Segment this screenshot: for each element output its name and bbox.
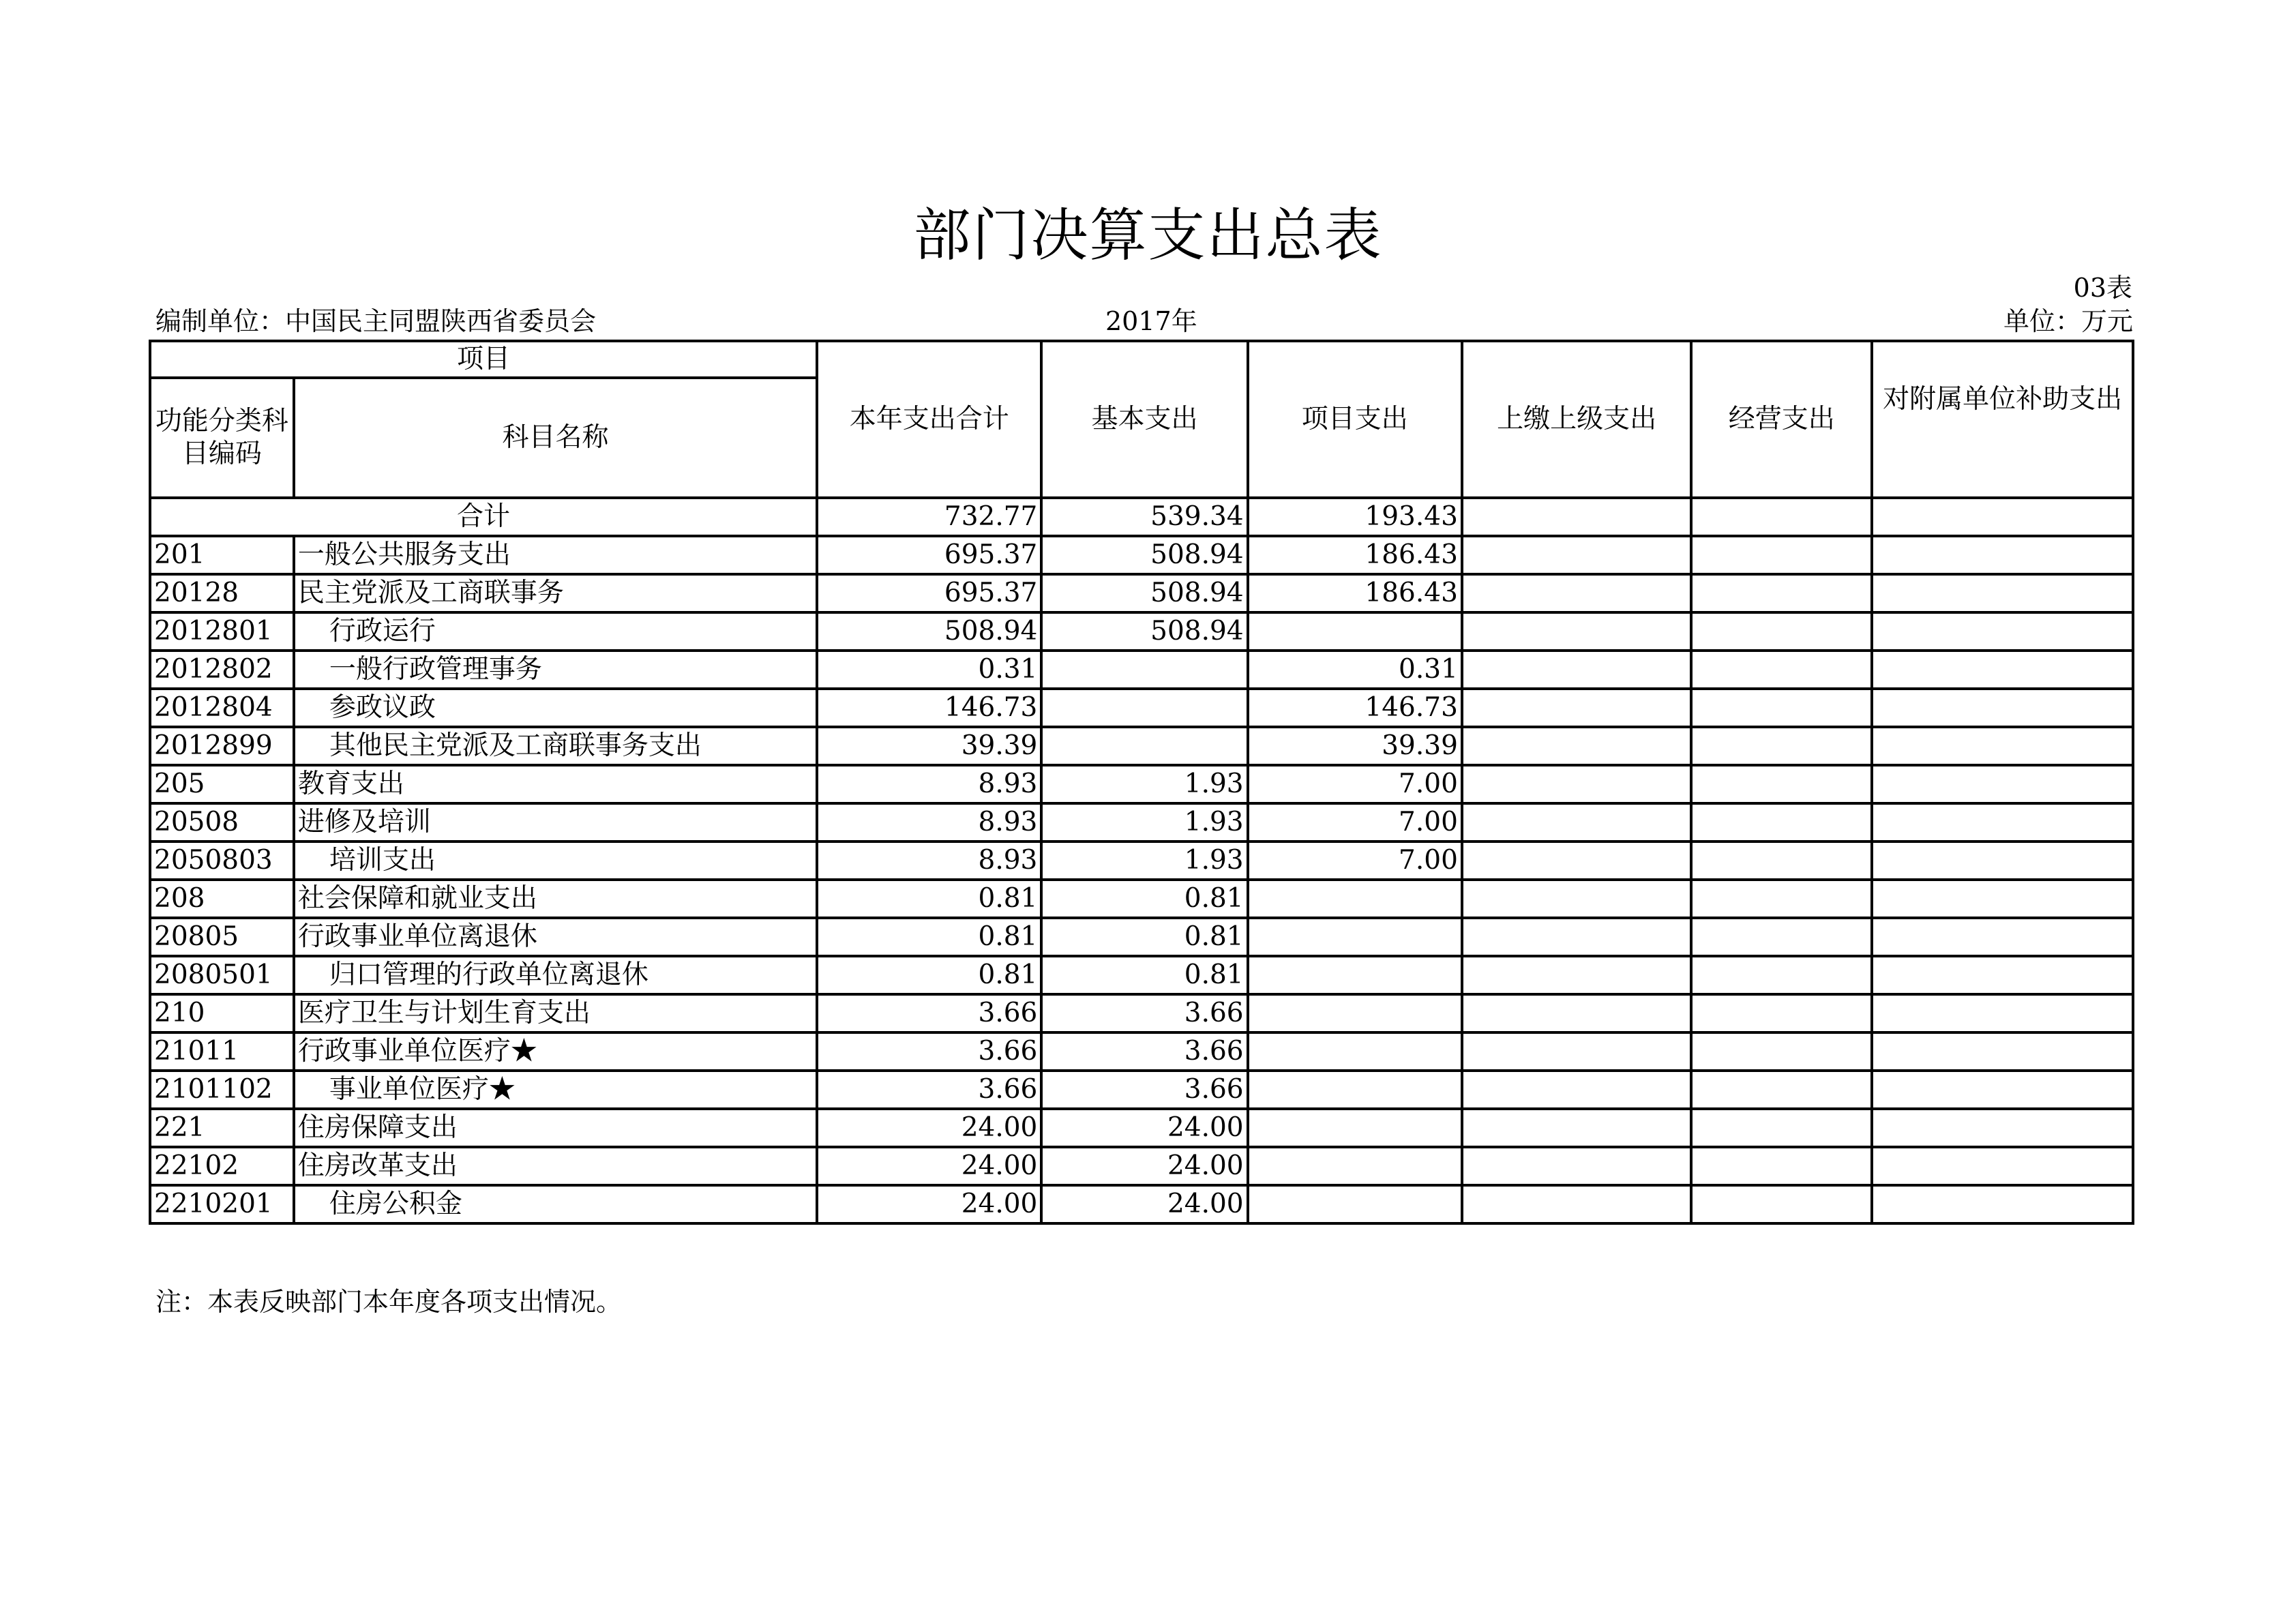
row-total: 3.66 xyxy=(817,1071,1041,1109)
row-project xyxy=(1248,1185,1462,1223)
row-basic: 3.66 xyxy=(1041,1032,1247,1071)
row-business xyxy=(1691,765,1872,803)
row-name: 事业单位医疗★ xyxy=(294,1071,817,1109)
row-code: 20508 xyxy=(150,803,294,842)
row-basic: 508.94 xyxy=(1041,574,1247,612)
row-basic: 0.81 xyxy=(1041,918,1247,956)
row-project xyxy=(1248,956,1462,994)
row-project xyxy=(1248,880,1462,918)
header-total: 本年支出合计 xyxy=(817,341,1041,498)
row-project: 0.31 xyxy=(1248,651,1462,689)
table-row xyxy=(150,842,2133,880)
header-name: 科目名称 xyxy=(294,378,817,498)
row-project xyxy=(1248,1071,1462,1109)
header-item: 项目 xyxy=(150,341,817,378)
row-basic: 508.94 xyxy=(1041,612,1247,651)
row-business xyxy=(1691,1071,1872,1109)
row-business xyxy=(1691,1109,1872,1147)
row-upper xyxy=(1462,689,1691,727)
header-business: 经营支出 xyxy=(1691,341,1872,498)
total-total: 732.77 xyxy=(817,498,1041,536)
row-subsidy xyxy=(1872,765,2133,803)
row-basic: 508.94 xyxy=(1041,536,1247,574)
row-basic xyxy=(1041,651,1247,689)
row-business xyxy=(1691,803,1872,842)
row-total: 8.93 xyxy=(817,842,1041,880)
row-subsidy xyxy=(1872,1185,2133,1223)
table-row xyxy=(150,1147,2133,1185)
row-business xyxy=(1691,842,1872,880)
row-business xyxy=(1691,956,1872,994)
row-total: 0.81 xyxy=(817,880,1041,918)
row-code: 208 xyxy=(150,880,294,918)
row-business xyxy=(1691,574,1872,612)
row-name: 行政事业单位医疗★ xyxy=(294,1032,817,1071)
row-name: 其他民主党派及工商联事务支出 xyxy=(294,727,817,765)
row-code: 2012802 xyxy=(150,651,294,689)
row-subsidy xyxy=(1872,1071,2133,1109)
row-upper xyxy=(1462,803,1691,842)
row-upper xyxy=(1462,1032,1691,1071)
page-title: 部门决算支出总表 xyxy=(913,202,1383,269)
row-total: 39.39 xyxy=(817,727,1041,765)
row-name: 住房保障支出 xyxy=(294,1109,817,1147)
row-code: 22102 xyxy=(150,1147,294,1185)
table-row xyxy=(150,1071,2133,1109)
row-total: 0.31 xyxy=(817,651,1041,689)
row-basic: 3.66 xyxy=(1041,1071,1247,1109)
row-code: 20128 xyxy=(150,574,294,612)
row-business xyxy=(1691,1147,1872,1185)
row-upper xyxy=(1462,536,1691,574)
row-total: 3.66 xyxy=(817,1032,1041,1071)
row-business xyxy=(1691,1032,1872,1071)
row-business xyxy=(1691,612,1872,651)
row-project: 7.00 xyxy=(1248,765,1462,803)
expenditure-table xyxy=(149,340,2134,1225)
table-row xyxy=(150,1185,2133,1223)
table-row xyxy=(150,574,2133,612)
row-total: 695.37 xyxy=(817,574,1041,612)
header-code: 功能分类科目编码 xyxy=(150,378,294,498)
row-total: 0.81 xyxy=(817,956,1041,994)
row-basic: 1.93 xyxy=(1041,842,1247,880)
row-subsidy xyxy=(1872,727,2133,765)
row-upper xyxy=(1462,612,1691,651)
row-name: 参政议政 xyxy=(294,689,817,727)
row-subsidy xyxy=(1872,918,2133,956)
row-name: 行政事业单位离退休 xyxy=(294,918,817,956)
row-total: 24.00 xyxy=(817,1185,1041,1223)
row-project: 7.00 xyxy=(1248,842,1462,880)
row-upper xyxy=(1462,1185,1691,1223)
row-upper xyxy=(1462,842,1691,880)
total-subsidy xyxy=(1872,498,2133,536)
row-code: 210 xyxy=(150,994,294,1032)
row-basic: 3.66 xyxy=(1041,994,1247,1032)
row-basic xyxy=(1041,689,1247,727)
total-label: 合计 xyxy=(150,498,817,536)
row-name: 民主党派及工商联事务 xyxy=(294,574,817,612)
row-business xyxy=(1691,536,1872,574)
row-code: 2050803 xyxy=(150,842,294,880)
row-business xyxy=(1691,1185,1872,1223)
row-project: 7.00 xyxy=(1248,803,1462,842)
row-code: 201 xyxy=(150,536,294,574)
year-label: 2017年 xyxy=(1105,306,1197,336)
row-name: 行政运行 xyxy=(294,612,817,651)
table-row xyxy=(150,803,2133,842)
table-row xyxy=(150,612,2133,651)
row-subsidy xyxy=(1872,803,2133,842)
table-row xyxy=(150,1032,2133,1071)
row-subsidy xyxy=(1872,842,2133,880)
table-row xyxy=(150,1109,2133,1147)
table-row xyxy=(150,651,2133,689)
table-row xyxy=(150,880,2133,918)
row-project: 186.43 xyxy=(1248,536,1462,574)
meta-row xyxy=(155,306,2133,337)
row-total: 146.73 xyxy=(817,689,1041,727)
row-code: 20805 xyxy=(150,918,294,956)
row-subsidy xyxy=(1872,880,2133,918)
row-business xyxy=(1691,880,1872,918)
row-total: 8.93 xyxy=(817,803,1041,842)
row-name: 进修及培训 xyxy=(294,803,817,842)
row-project xyxy=(1248,1032,1462,1071)
row-code: 2012801 xyxy=(150,612,294,651)
row-subsidy xyxy=(1872,1147,2133,1185)
row-business xyxy=(1691,727,1872,765)
row-upper xyxy=(1462,1147,1691,1185)
row-basic: 1.93 xyxy=(1041,765,1247,803)
org-label: 编制单位：中国民主同盟陕西省委员会 xyxy=(155,306,597,336)
row-name: 一般行政管理事务 xyxy=(294,651,817,689)
row-code: 205 xyxy=(150,765,294,803)
header-basic: 基本支出 xyxy=(1041,341,1247,498)
header-project: 项目支出 xyxy=(1248,341,1462,498)
row-subsidy xyxy=(1872,1109,2133,1147)
table-row xyxy=(150,536,2133,574)
row-basic xyxy=(1041,727,1247,765)
table-number: 03表 xyxy=(2073,273,2132,303)
row-project xyxy=(1248,612,1462,651)
row-code: 2101102 xyxy=(150,1071,294,1109)
row-project: 39.39 xyxy=(1248,727,1462,765)
row-project xyxy=(1248,918,1462,956)
row-basic: 1.93 xyxy=(1041,803,1247,842)
row-business xyxy=(1691,994,1872,1032)
row-total: 0.81 xyxy=(817,918,1041,956)
table-row xyxy=(150,956,2133,994)
row-upper xyxy=(1462,994,1691,1032)
table-row xyxy=(150,994,2133,1032)
row-upper xyxy=(1462,574,1691,612)
footnote: 注：本表反映部门本年度各项支出情况。 xyxy=(155,1287,623,1317)
row-project xyxy=(1248,994,1462,1032)
row-basic: 24.00 xyxy=(1041,1109,1247,1147)
row-upper xyxy=(1462,1109,1691,1147)
table-row xyxy=(150,727,2133,765)
row-code: 21011 xyxy=(150,1032,294,1071)
row-total: 3.66 xyxy=(817,994,1041,1032)
row-name: 归口管理的行政单位离退休 xyxy=(294,956,817,994)
row-code: 2080501 xyxy=(150,956,294,994)
row-basic: 24.00 xyxy=(1041,1185,1247,1223)
row-upper xyxy=(1462,956,1691,994)
row-name: 社会保障和就业支出 xyxy=(294,880,817,918)
total-project: 193.43 xyxy=(1248,498,1462,536)
row-name: 住房公积金 xyxy=(294,1185,817,1223)
row-upper xyxy=(1462,765,1691,803)
row-upper xyxy=(1462,918,1691,956)
row-business xyxy=(1691,651,1872,689)
row-business xyxy=(1691,918,1872,956)
row-business xyxy=(1691,689,1872,727)
row-name: 培训支出 xyxy=(294,842,817,880)
row-total: 695.37 xyxy=(817,536,1041,574)
row-basic: 24.00 xyxy=(1041,1147,1247,1185)
row-total: 508.94 xyxy=(817,612,1041,651)
header-upper: 上缴上级支出 xyxy=(1462,341,1691,498)
row-upper xyxy=(1462,880,1691,918)
row-subsidy xyxy=(1872,994,2133,1032)
row-basic: 0.81 xyxy=(1041,956,1247,994)
row-total: 24.00 xyxy=(817,1109,1041,1147)
table-body xyxy=(150,498,2133,1223)
row-code: 2012899 xyxy=(150,727,294,765)
row-code: 221 xyxy=(150,1109,294,1147)
row-name: 一般公共服务支出 xyxy=(294,536,817,574)
row-subsidy xyxy=(1872,651,2133,689)
row-name: 教育支出 xyxy=(294,765,817,803)
row-project: 146.73 xyxy=(1248,689,1462,727)
header-subsidy: 对附属单位补助支出 xyxy=(1872,341,2133,498)
row-project: 186.43 xyxy=(1248,574,1462,612)
row-project xyxy=(1248,1109,1462,1147)
row-total: 24.00 xyxy=(817,1147,1041,1185)
total-business xyxy=(1691,498,1872,536)
row-subsidy xyxy=(1872,689,2133,727)
total-row xyxy=(150,498,2133,536)
row-basic: 0.81 xyxy=(1041,880,1247,918)
row-code: 2210201 xyxy=(150,1185,294,1223)
table-row xyxy=(150,689,2133,727)
row-total: 8.93 xyxy=(817,765,1041,803)
row-name: 住房改革支出 xyxy=(294,1147,817,1185)
total-basic: 539.34 xyxy=(1041,498,1247,536)
row-subsidy xyxy=(1872,612,2133,651)
total-upper xyxy=(1462,498,1691,536)
table-row xyxy=(150,765,2133,803)
row-upper xyxy=(1462,651,1691,689)
row-upper xyxy=(1462,1071,1691,1109)
row-code: 2012804 xyxy=(150,689,294,727)
row-upper xyxy=(1462,727,1691,765)
table-row xyxy=(150,918,2133,956)
row-name: 医疗卫生与计划生育支出 xyxy=(294,994,817,1032)
unit-label: 单位：万元 xyxy=(2003,306,2133,336)
row-project xyxy=(1248,1147,1462,1185)
row-subsidy xyxy=(1872,956,2133,994)
row-subsidy xyxy=(1872,1032,2133,1071)
row-subsidy xyxy=(1872,536,2133,574)
row-subsidy xyxy=(1872,574,2133,612)
